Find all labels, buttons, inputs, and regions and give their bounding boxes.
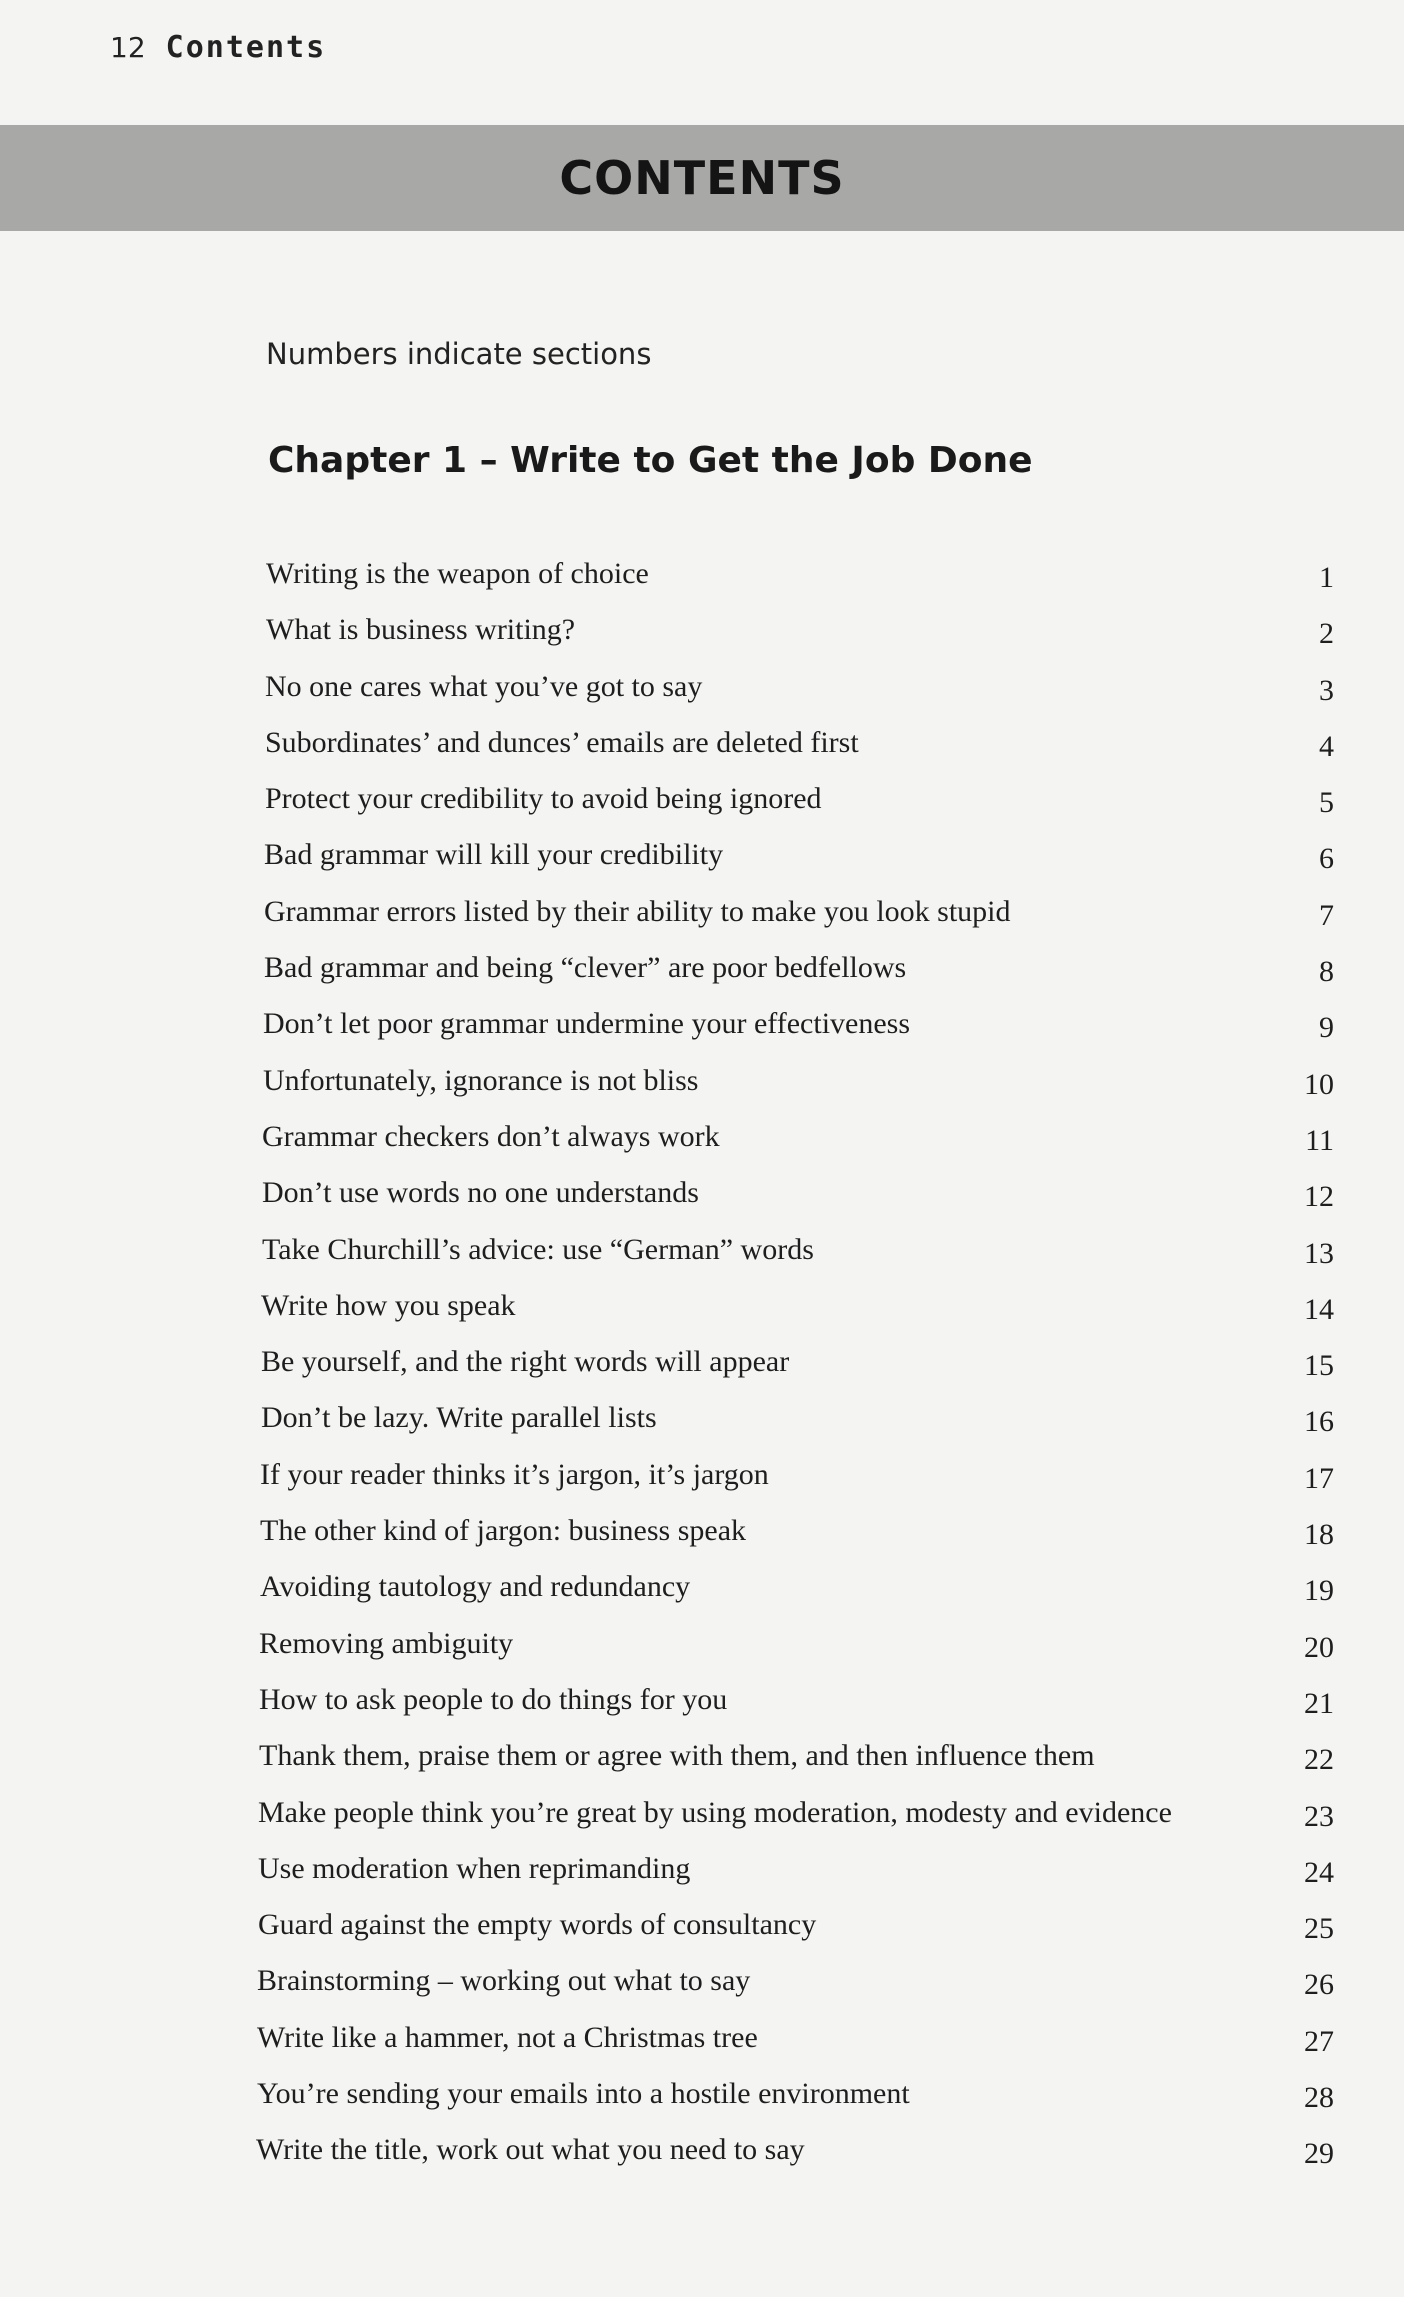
toc-entry-title: The other kind of jargon: business speak — [260, 1514, 747, 1548]
toc-entry-title: Bad grammar and being “clever” are poor bedfellows — [264, 951, 907, 985]
toc-entry-title: What is business writing? — [266, 613, 576, 647]
toc-entry-section: 15 — [1304, 1349, 1334, 1383]
toc-entry-section: 16 — [1304, 1405, 1334, 1439]
toc-entry — [0, 2021, 1404, 2077]
toc-entry-title: How to ask people to do things for you — [259, 1682, 728, 1716]
toc-entry-title: Thank them, praise them or agree with them, and then influence them — [259, 1739, 1095, 1773]
toc-entry — [0, 613, 1404, 669]
toc-entry-section: 23 — [1304, 1799, 1334, 1833]
toc-entry — [0, 726, 1404, 782]
toc-entry-section: 27 — [1304, 2024, 1334, 2058]
toc-entry-section: 5 — [1319, 786, 1334, 820]
toc-entry — [0, 1064, 1404, 1120]
toc-entry — [0, 1120, 1404, 1176]
toc-entry-section: 26 — [1304, 1968, 1334, 2002]
toc-entry-title: Don’t use words no one understands — [262, 1176, 699, 1210]
toc-entry — [0, 1964, 1404, 2020]
toc-entry — [0, 838, 1404, 894]
toc-entry-section: 10 — [1304, 1067, 1334, 1101]
toc-entry-title: Bad grammar will kill your credibility — [264, 838, 724, 872]
toc-entry — [0, 670, 1404, 726]
toc-entry — [0, 1852, 1404, 1908]
toc-entry-section: 11 — [1305, 1123, 1334, 1157]
toc-entry — [0, 951, 1404, 1007]
toc-entry-title: Guard against the empty words of consultancy — [258, 1908, 817, 1942]
toc-entry-section: 29 — [1304, 2137, 1334, 2171]
sections-note: Numbers indicate sections — [266, 337, 652, 371]
toc-entry-title: Subordinates’ and dunces’ emails are deleted first — [265, 725, 859, 759]
toc-entry-title: Writing is the weapon of choice — [266, 557, 649, 590]
toc-entry — [0, 557, 1404, 613]
toc-entry-title: Take Churchill’s advice: use “German” words — [262, 1232, 814, 1266]
toc-entry — [0, 1908, 1404, 1964]
toc-entry — [0, 1345, 1404, 1401]
toc-entry-title: Removing ambiguity — [259, 1626, 514, 1660]
toc-entry-title: Grammar checkers don’t always work — [262, 1119, 720, 1153]
toc-entry-section: 13 — [1304, 1236, 1334, 1270]
page-number: 12 — [110, 31, 146, 64]
toc-entry-section: 4 — [1319, 729, 1334, 763]
toc-entry-section: 6 — [1319, 842, 1334, 876]
toc-entry-section: 21 — [1304, 1686, 1334, 1720]
toc-entry-title: If your reader thinks it’s jargon, it’s jargon — [260, 1457, 769, 1491]
toc-entry-section: 20 — [1304, 1630, 1334, 1664]
toc-entry-section: 9 — [1319, 1011, 1334, 1045]
toc-entry-title: Be yourself, and the right words will appear — [261, 1345, 790, 1379]
toc-entry — [0, 1627, 1404, 1683]
toc-entry-title: Don’t be lazy. Write parallel lists — [261, 1401, 657, 1435]
running-head-title: Contents — [165, 30, 327, 65]
toc-entry — [0, 1514, 1404, 1570]
toc-entry-section: 17 — [1304, 1461, 1334, 1495]
toc-entry-title: Use moderation when reprimanding — [258, 1851, 691, 1885]
toc-entry-section: 19 — [1304, 1574, 1334, 1608]
toc-entry — [0, 1458, 1404, 1514]
toc-entry-section: 12 — [1304, 1180, 1334, 1214]
toc-entry — [0, 1176, 1404, 1232]
toc-entry-title: You’re sending your emails into a hostile environment — [257, 2077, 910, 2111]
toc-entry-title: Protect your credibility to avoid being ignored — [265, 782, 822, 816]
toc-entry-section: 28 — [1304, 2081, 1334, 2115]
toc-entry-title: Write the title, work out what you need to say — [256, 2133, 805, 2167]
toc-entry — [0, 2077, 1404, 2133]
toc-entry-section: 2 — [1319, 617, 1334, 651]
toc-entry-title: Write like a hammer, not a Christmas tree — [257, 2020, 758, 2054]
toc-entry — [0, 1007, 1404, 1063]
toc-entry — [0, 1739, 1404, 1795]
toc-entry-section: 18 — [1304, 1518, 1334, 1552]
toc-entry-title: Brainstorming – working out what to say — [257, 1964, 751, 1998]
toc-entry-title: Grammar errors listed by their ability to make you look stupid — [264, 894, 1011, 928]
toc-entry — [0, 1796, 1404, 1852]
toc-entry-title: Make people think you’re great by using moderation, modesty and evidence — [258, 1795, 1172, 1829]
toc-entry — [0, 1570, 1404, 1626]
toc-entry — [0, 1401, 1404, 1457]
toc-entry-title: Write how you speak — [261, 1288, 516, 1322]
toc-entry-section: 3 — [1319, 673, 1334, 707]
banner-title: CONTENTS — [559, 151, 845, 205]
toc-entry — [0, 895, 1404, 951]
toc-entry-section: 14 — [1304, 1292, 1334, 1326]
chapter-heading: Chapter 1 – Write to Get the Job Done — [268, 440, 1033, 481]
contents-banner — [0, 125, 1404, 231]
toc-entry-title: No one cares what you’ve got to say — [265, 669, 703, 703]
toc-entry — [0, 1233, 1404, 1289]
toc-entry-title: Don’t let poor grammar undermine your effectiveness — [263, 1007, 911, 1041]
toc-entry-title: Unfortunately, ignorance is not bliss — [263, 1063, 699, 1097]
toc-entry-section: 24 — [1304, 1855, 1334, 1889]
toc-entry — [0, 1683, 1404, 1739]
toc-entry — [0, 782, 1404, 838]
toc-entry-section: 22 — [1304, 1743, 1334, 1777]
toc-entry-section: 25 — [1304, 1912, 1334, 1946]
toc-entry-section: 1 — [1319, 561, 1334, 594]
running-head — [110, 30, 326, 65]
toc-entry — [0, 1289, 1404, 1345]
toc-list — [0, 557, 1404, 2190]
toc-entry — [0, 2133, 1404, 2189]
toc-entry-title: Avoiding tautology and redundancy — [260, 1570, 691, 1604]
toc-entry-section: 8 — [1319, 955, 1334, 989]
toc-entry-section: 7 — [1319, 898, 1334, 932]
